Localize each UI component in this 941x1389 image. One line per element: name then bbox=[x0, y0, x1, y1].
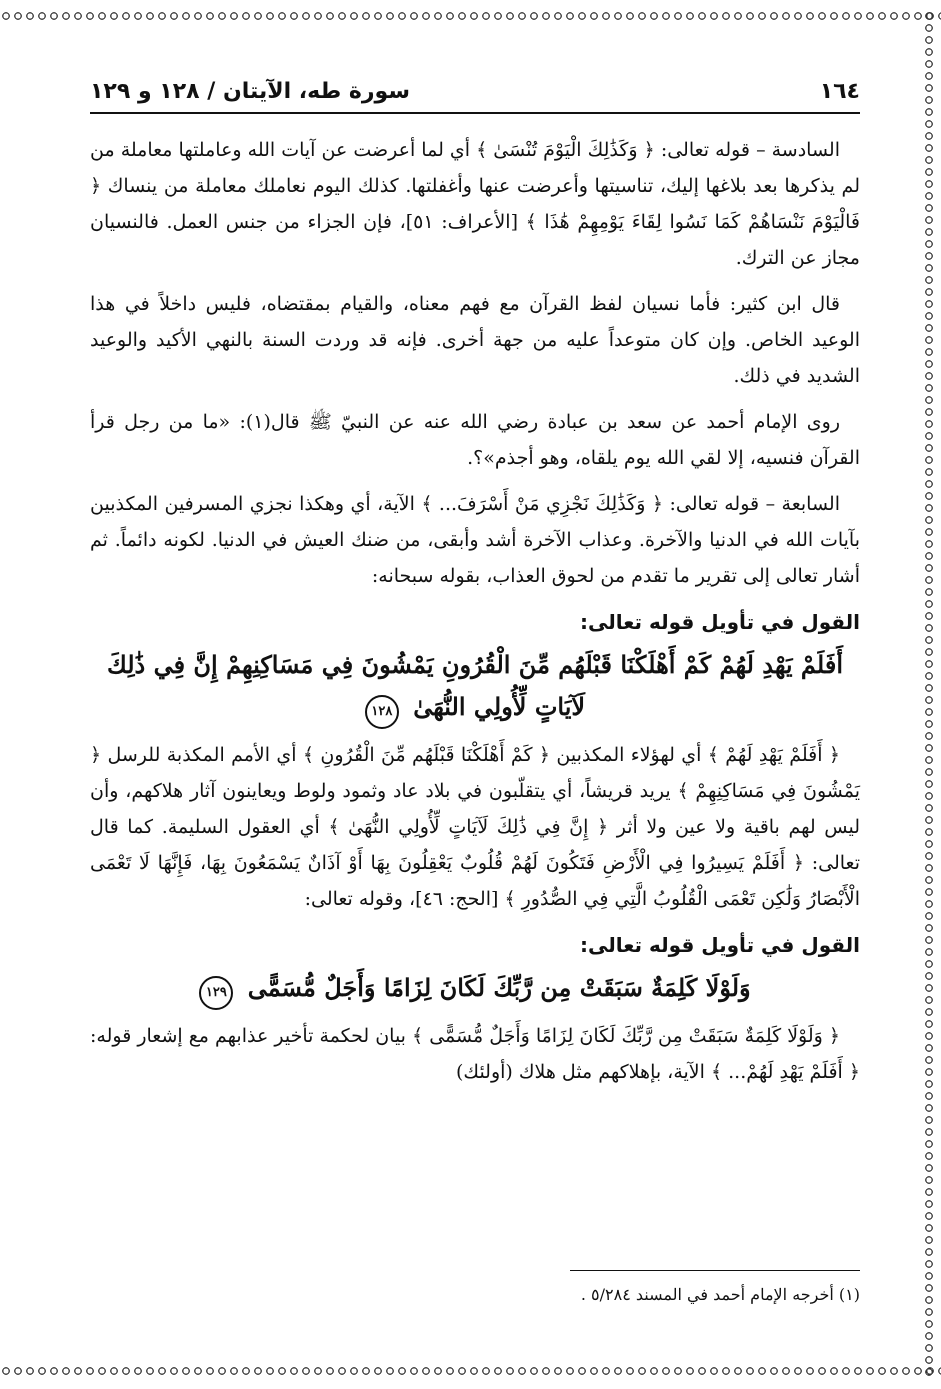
footnote-divider bbox=[570, 1270, 860, 1271]
paragraph-1: السادسة – قوله تعالى: ﴿ وَكَذَٰلِكَ الْيَوْمَ تُنْسَىٰ ﴾ أي لما أعرضت عن آيات الله وعاملتها معاملة من لم يذكرها بعد بلاغها إليك، تناسيتها وأعرضت عنها وأغفلتها. كذلك اليوم نعاملك معاملة من ينساك ﴿ فَالْيَوْمَ نَنْسَاهُمْ كَمَا نَسُوا لِقَاءَ يَوْمِهِمْ هَٰذَا ﴾ [الأعراف: ٥١]، فإن الجزاء من جنس العمل. فالنسيان مجاز عن الترك. bbox=[90, 139, 861, 269]
decorative-border-right bbox=[923, 10, 937, 1379]
verse-text-2: وَلَوْلَا كَلِمَةٌ سَبَقَتْ مِن رَّبِّكَ لَكَانَ لِزَامًا وَأَجَلٌ مُّسَمًّى bbox=[247, 973, 751, 1002]
page-header bbox=[90, 70, 860, 114]
paragraph-5: ﴿ أَفَلَمْ يَهْدِ لَهُمْ ﴾ أي لهؤلاء المكذبين ﴿ كَمْ أَهْلَكْنَا قَبْلَهُم مِّنَ الْقُرُونِ ﴾ أي الأمم المكذبة للرسل ﴿ يَمْشُونَ فِي مَسَاكِنِهِمْ ﴾ يريد قريشاً، أي يتقلّبون في بلاد عاد وثمود ولوط ويعاينون آثار هلاكهم، وأن ليس لهم باقية ولا عين ولا أثر ﴿ إِنَّ فِي ذَٰلِكَ لَآيَاتٍ لِّأُولِي النُّهَىٰ ﴾ أي العقول السليمة. كما قال تعالى: ﴿ أَفَلَمْ يَسِيرُوا فِي الْأَرْضِ فَتَكُونَ لَهُمْ قُلُوبٌ يَعْقِلُونَ بِهَا أَوْ آذَانٌ يَسْمَعُونَ بِهَا، فَإِنَّهَا لَا تَعْمَى الْأَبْصَارُ وَلَٰكِن تَعْمَى الْقُلُوبُ الَّتِي فِي الصُّدُورِ ﴾ [الحج: ٤٦]، وقوله تعالى: bbox=[90, 744, 860, 910]
page bbox=[90, 70, 860, 1360]
decorative-border-bottom bbox=[0, 1365, 941, 1379]
quran-verse-1 bbox=[90, 644, 860, 729]
footnote: (١) أخرجه الإمام أحمد في المسند ٥/٢٨٤ . bbox=[580, 1285, 860, 1304]
section-heading-2: القول في تأويل قوله تعالى: bbox=[580, 933, 860, 957]
paragraph-6: ﴿ وَلَوْلَا كَلِمَةٌ سَبَقَتْ مِن رَّبِّكَ لَكَانَ لِزَامًا وَأَجَلٌ مُّسَمًّى ﴾ بيان لحكمة تأخير عذابهم مع إشعار قوله: ﴿ أَفَلَمْ يَهْدِ لَهُمْ... ﴾ الآية، بإهلاكهم مثل هلاك (أولئك) bbox=[90, 1025, 860, 1083]
main-text bbox=[90, 132, 860, 1090]
decorative-border-top bbox=[0, 10, 941, 24]
section-heading-1: القول في تأويل قوله تعالى: bbox=[580, 610, 860, 634]
page-title: سورة طه، الآيتان / ١٢٨ و ١٢٩ bbox=[90, 78, 410, 104]
verse-text-1: أَفَلَمْ يَهْدِ لَهُمْ كَمْ أَهْلَكْنَا قَبْلَهُم مِّنَ الْقُرُونِ يَمْشُونَ فِي مَسَاكِنِهِمْ إِنَّ فِي ذَٰلِكَ لَآيَاتٍ لِّأُولِي النُّهَىٰ bbox=[107, 650, 843, 721]
verse-number-1: ١٢٨ bbox=[365, 695, 399, 729]
verse-number-2: ١٢٩ bbox=[199, 976, 233, 1010]
paragraph-2: قال ابن كثير: فأما نسيان لفظ القرآن مع فهم معناه، والقيام بمقتضاه، فليس داخلاً في هذا الوعيد الخاص. وإن كان متوعداً عليه من جهة أخرى. فإنه قد وردت السنة بالنهي الأكيد والوعيد الشديد في ذلك. bbox=[90, 293, 860, 387]
paragraph-3: روى الإمام أحمد عن سعد بن عبادة رضي الله عنه عن النبيّ ﷺ قال(١): «ما من رجل قرأ القرآن فنسيه، إلا لقي الله يوم يلقاه، وهو أجذم»؟. bbox=[90, 411, 860, 469]
quran-verse-2 bbox=[90, 967, 860, 1010]
page-number: ١٦٤ bbox=[819, 78, 860, 104]
paragraph-4: السابعة – قوله تعالى: ﴿ وَكَذَٰلِكَ نَجْزِي مَنْ أَسْرَفَ... ﴾ الآية، أي وهكذا نجزي المسرفين المكذبين بآيات الله في الدنيا والآخرة. وعذاب الآخرة أشد وأبقى، من ضنك العيش في الدنيا. لكونه دائماً. ثم أشار تعالى إلى تقرير ما تقدم من لحوق العذاب، بقوله سبحانه: bbox=[90, 493, 860, 587]
